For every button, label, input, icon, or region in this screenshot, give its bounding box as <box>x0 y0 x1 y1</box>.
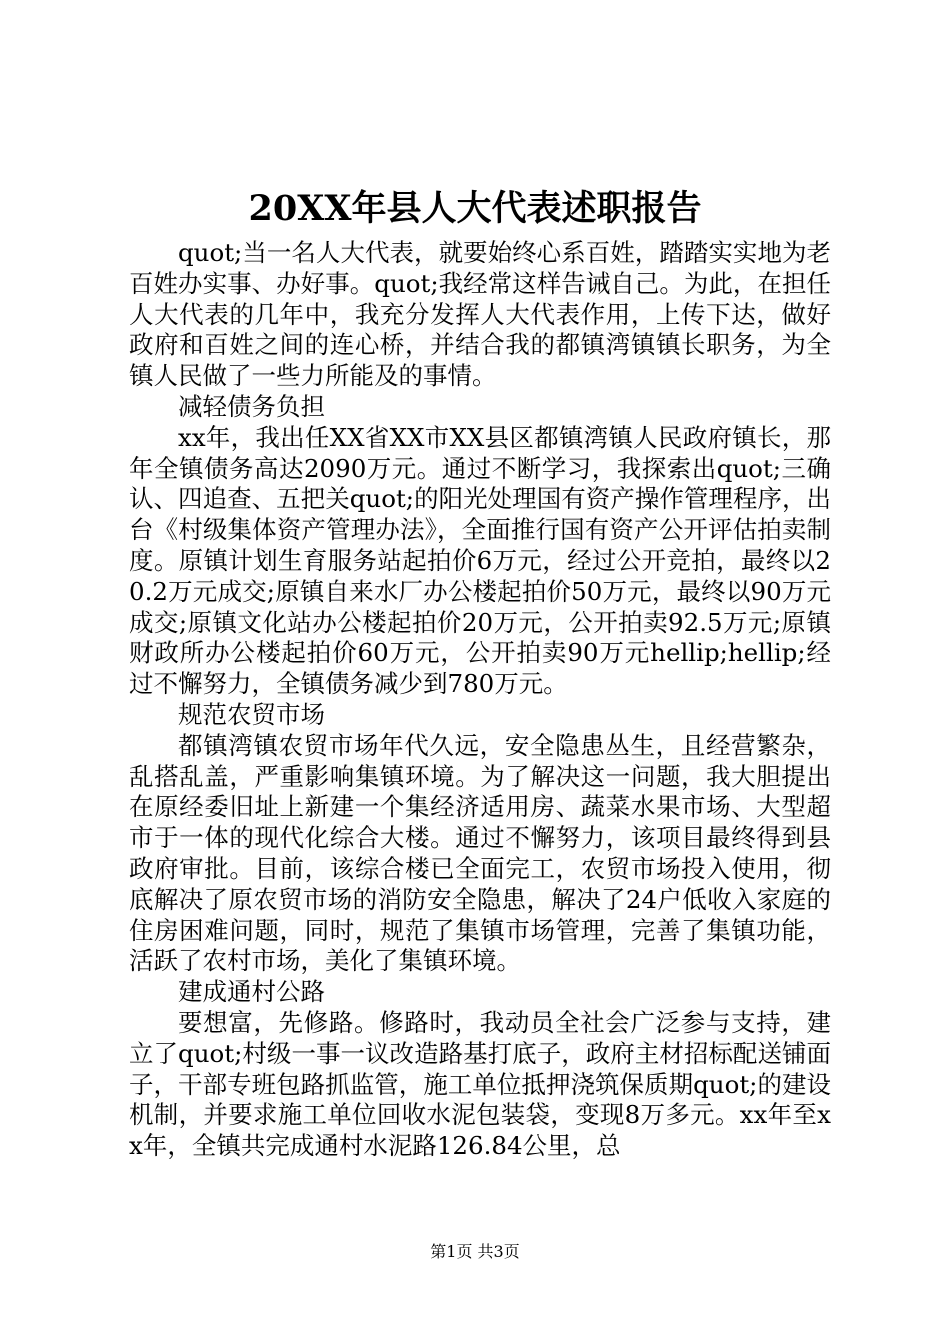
body-paragraph: 都镇湾镇农贸市场年代久远，安全隐患丛生，且经营繁杂，乱搭乱盖，严重影响集镇环境。为了解决这一问题，我大胆提出在原经委旧址上新建一个集经济适用房、蔬菜水果市场、大型超市于一体的现代化综合大楼。通过不懈努力，该项目最终得到县政府审批。目前，该综合楼已全面完工，农贸市场投入使用，彻底解决了原农贸市场的消防安全隐患，解决了24户低收入家庭的住房困难问题，同时，规范了集镇市场管理，完善了集镇功能，活跃了农村市场，美化了集镇环境。 <box>129 730 831 976</box>
body-paragraph: quot;当一名人大代表，就要始终心系百姓，踏踏实实地为老百姓办实事、办好事。quot;我经常这样告诫自己。为此，在担任人大代表的几年中，我充分发挥人大代表作用，上传下达，做好政府和百姓之间的连心桥，并结合我的都镇湾镇镇长职务，为全镇人民做了一些力所能及的事情。 <box>129 238 831 391</box>
body-paragraph: 要想富，先修路。修路时，我动员全社会广泛参与支持，建立了quot;村级一事一议改造路基打底子，政府主材招标配送铺面子，干部专班包路抓监管，施工单位抵押浇筑保质期quot;的建设机制，并要求施工单位回收水泥包装袋，变现8万多元。xx年至xx年，全镇共完成通村水泥路126.84公里，总 <box>129 1007 831 1161</box>
section-heading-road: 建成通村公路 <box>178 977 325 1007</box>
body-paragraph: xx年，我出任XX省XX市XX县区都镇湾镇人民政府镇长，那年全镇债务高达2090万元。通过不断学习，我探索出quot;三确认、四追查、五把关quot;的阳光处理国有资产操作管理程序，出台《村级集体资产管理办法》，全面推行国有资产公开评估拍卖制度。原镇计划生育服务站起拍价6万元，经过公开竞拍，最终以20.2万元成交;原镇自来水厂办公楼起拍价50万元，最终以90万元成交;原镇文化站办公楼起拍价20万元，公开拍卖92.5万元;原镇财政所办公楼起拍价60万元，公开拍卖90万元hellip;hellip;经过不懈努力，全镇债务减少到780万元。 <box>129 422 831 699</box>
page-footer <box>0 1241 950 1263</box>
document-body <box>129 238 831 1162</box>
section-heading-market: 规范农贸市场 <box>178 699 325 729</box>
page-total: 共3页 <box>477 1242 520 1261</box>
section-heading-debt: 减轻债务负担 <box>178 391 325 421</box>
page-number: 第1页 <box>430 1242 473 1261</box>
page-title: 20XX年县人大代表述职报告 <box>248 188 702 229</box>
